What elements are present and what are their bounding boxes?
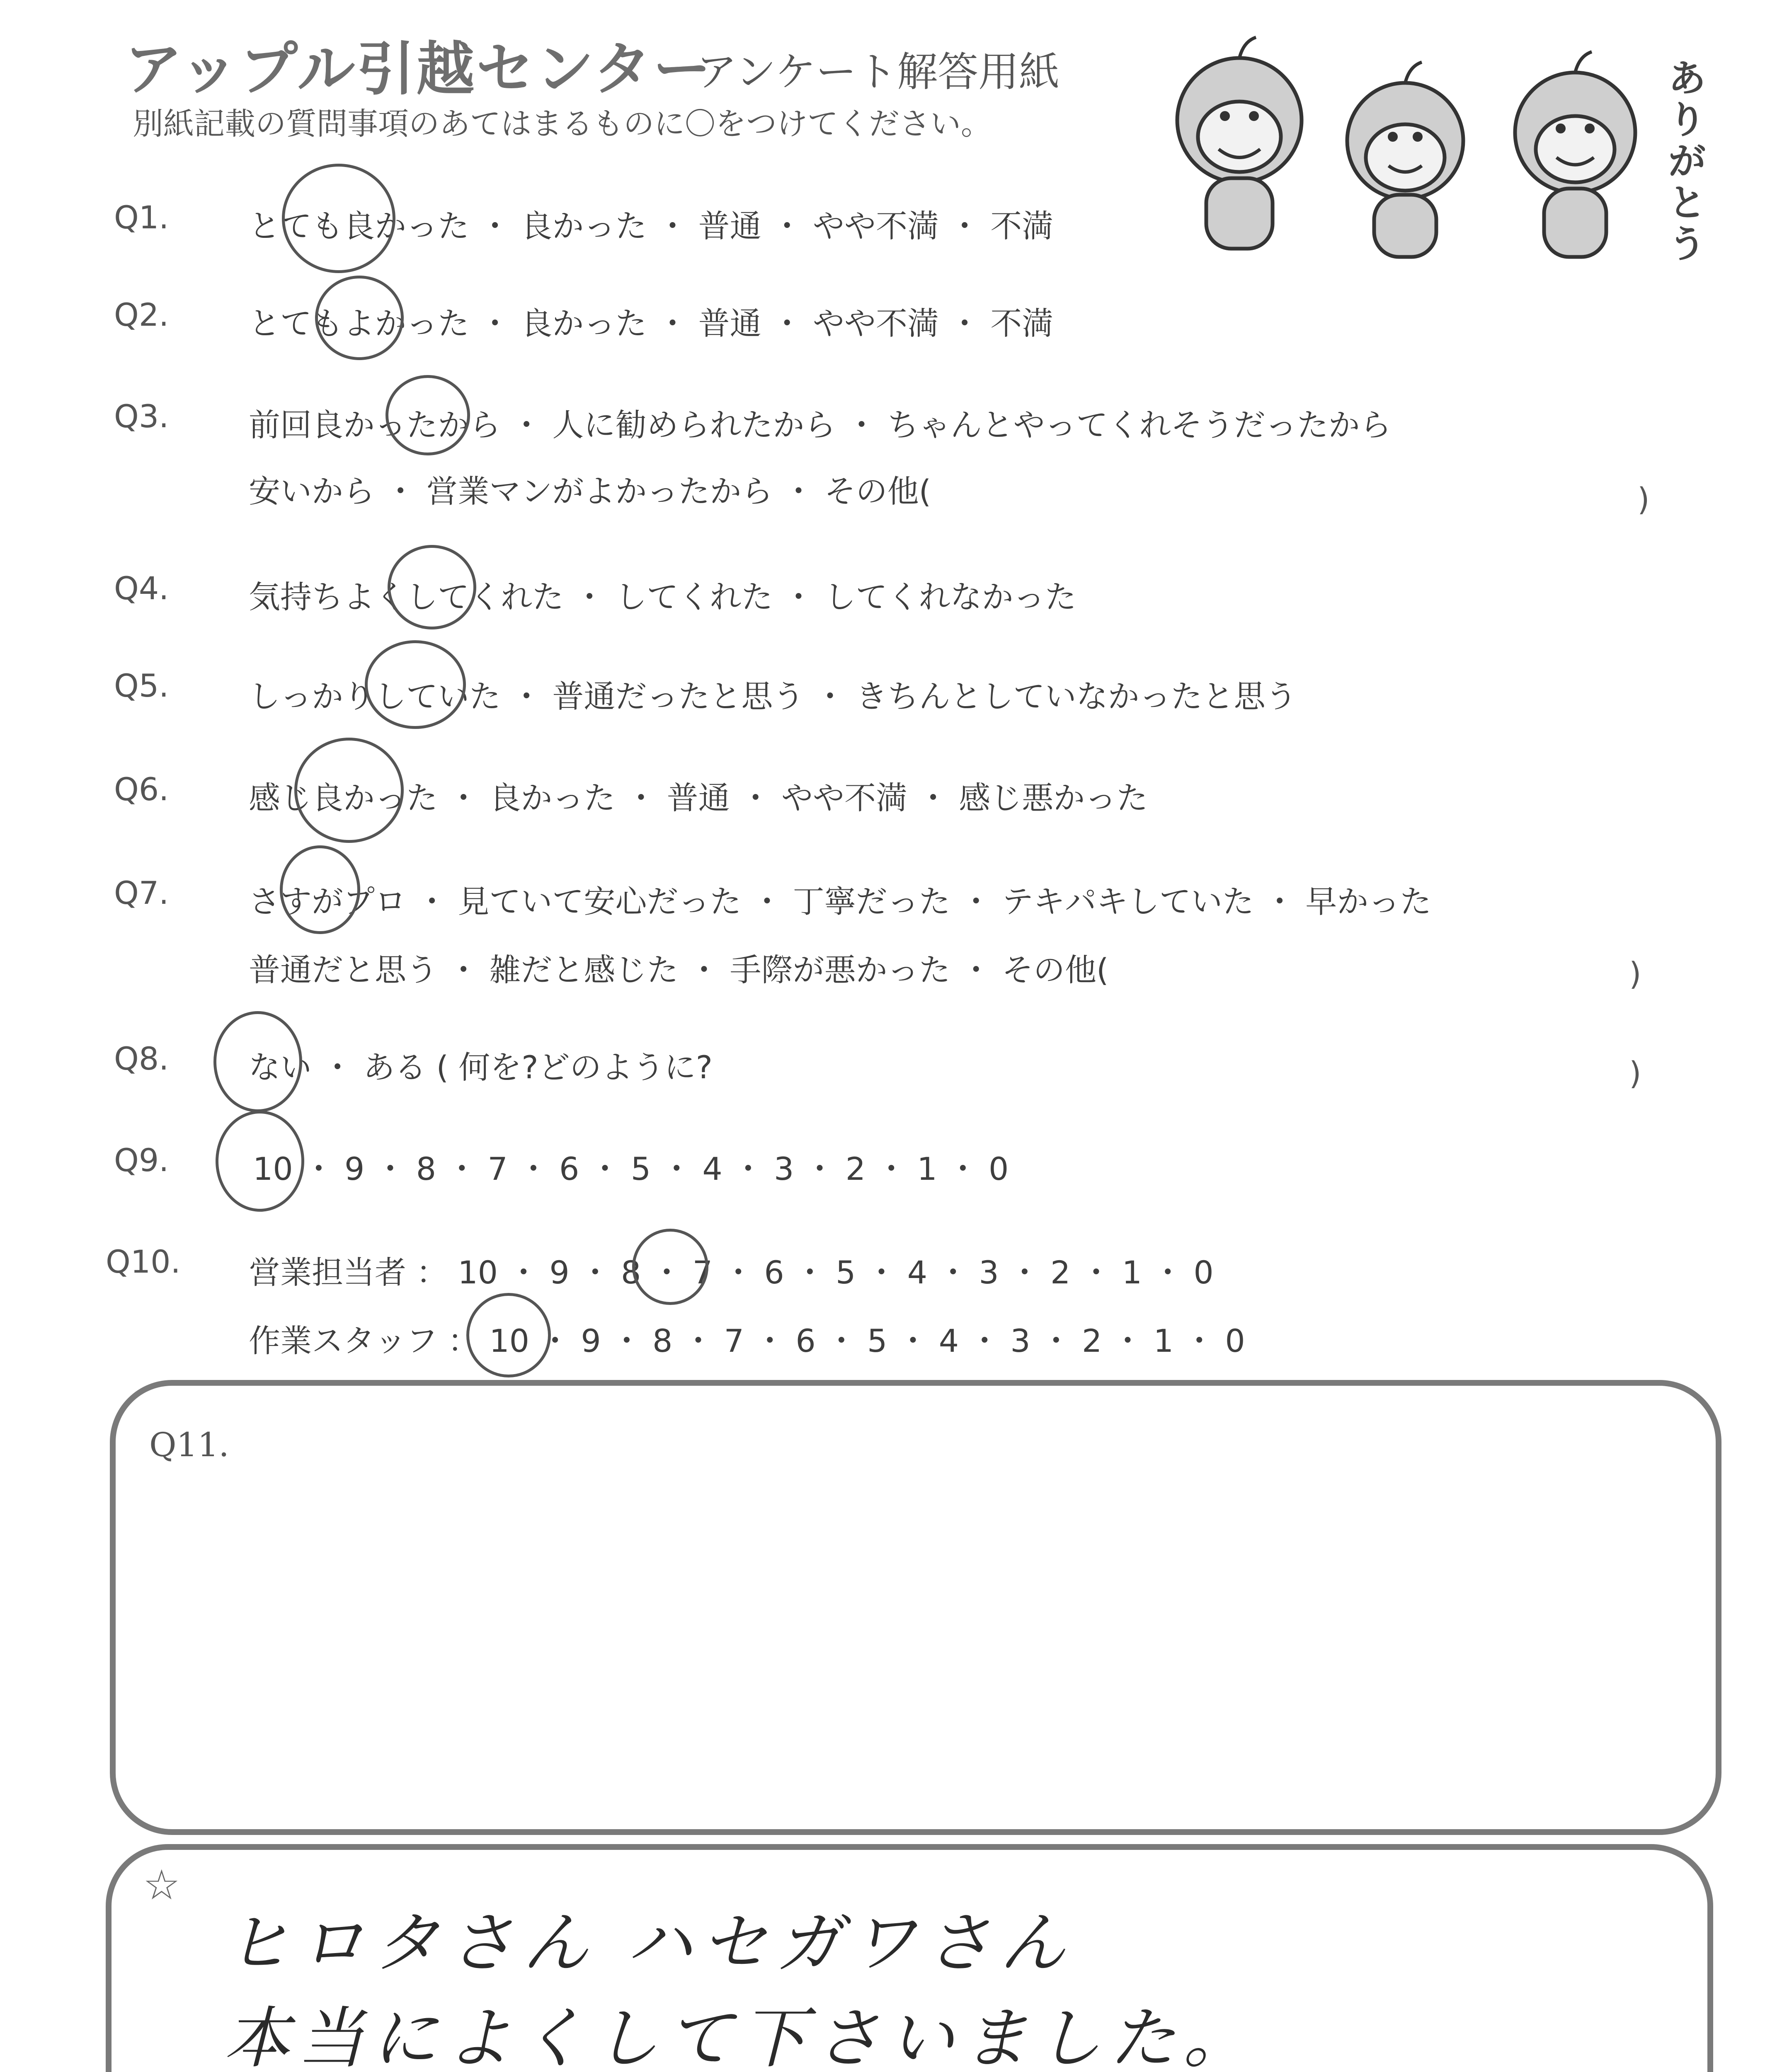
form-subtitle: アンケート解答用紙	[696, 48, 1060, 96]
instruction-text: 別紙記載の質問事項のあてはまるものに〇をつけてください。	[133, 106, 992, 142]
star-icon: ☆	[143, 1861, 180, 1909]
q6-options: 感じ良かった ・ 良かった ・ 普通 ・ やや不満 ・ 感じ悪かった	[249, 779, 1148, 816]
q5-label: Q5.	[114, 667, 169, 704]
comment-line-1: ヒロタさん ハセガワさん	[224, 1904, 1074, 1982]
q2-options: とてもよかった ・ 良かった ・ 普通 ・ やや不満 ・ 不満	[249, 305, 1054, 342]
q3-answer-circle	[385, 375, 470, 455]
q4-answer-circle	[388, 545, 476, 629]
q4-options: 気持ちよくしてくれた ・ してくれた ・ してくれなかった	[249, 579, 1076, 615]
q10-sales-scale: 営業担当者 ： 10 ・ 9 ・ 8 ・ 7 ・ 6 ・ 5 ・ 4 ・ 3 ・ 2 ・ 1 ・ 0	[249, 1254, 1214, 1291]
form-title: アップル引越センター	[124, 36, 713, 103]
q6-label: Q6.	[114, 771, 169, 808]
q8-answer-circle	[213, 1011, 302, 1112]
q4-label: Q4.	[114, 570, 169, 607]
q10-label: Q10.	[106, 1243, 181, 1280]
q6-answer-circle	[294, 738, 404, 843]
q10-staff-scale: 作業スタッフ ： 10 ・ 9 ・ 8 ・ 7 ・ 6 ・ 5 ・ 4 ・ 3 ・ 2 ・ 1 ・ 0	[249, 1322, 1245, 1359]
q8-label: Q8.	[114, 1040, 169, 1077]
q2-answer-circle	[315, 276, 404, 360]
q7-answer-circle	[280, 845, 360, 934]
q5-answer-circle	[365, 640, 466, 729]
q2-label: Q2.	[114, 296, 169, 333]
q8-close-paren: )	[1629, 1055, 1641, 1092]
q7-options-line1: さすがプロ ・ 見ていて安心だった ・ 丁寧だった ・ テキパキしていた ・ 早かった	[249, 883, 1432, 920]
q7-label: Q7.	[114, 874, 169, 911]
q1-label: Q1.	[114, 199, 169, 236]
monkey-mascots-icon	[1161, 33, 1720, 265]
q3-options-line2: 安いから ・ 営業マンがよかったから ・ その他(	[249, 473, 931, 510]
q9-answer-circle	[216, 1111, 304, 1212]
q11-label: Q11.	[149, 1426, 229, 1464]
q5-options: しっかりしていた ・ 普通だったと思う ・ きちんとしていなかったと思う	[249, 678, 1297, 715]
q9-scale: 10 ・ 9 ・ 8 ・ 7 ・ 6 ・ 5 ・ 4 ・ 3 ・ 2 ・ 1 ・ 0	[253, 1150, 1009, 1187]
q1-options: とても良かった ・ 良かった ・ 普通 ・ やや不満 ・ 不満	[249, 208, 1054, 244]
q7-close-paren: )	[1629, 955, 1641, 992]
q3-close-paren: )	[1637, 481, 1650, 518]
mascot-illustration	[1161, 33, 1720, 265]
q1-answer-circle	[282, 164, 395, 273]
q10-sales-answer-circle	[632, 1229, 708, 1305]
q10-staff-answer-circle	[466, 1293, 551, 1377]
q7-options-line2: 普通だと思う ・ 雑だと感じた ・ 手際が悪かった ・ その他(	[249, 951, 1109, 988]
mascot-caption: ありがとう	[1668, 57, 1706, 266]
q3-label: Q3.	[114, 398, 169, 435]
q8-options: ない ・ ある ( 何を?どのように?	[249, 1049, 713, 1086]
q3-options-line1: 前回良かったから ・ 人に勧められたから ・ ちゃんとやってくれそうだったから	[249, 407, 1392, 443]
q9-label: Q9.	[114, 1142, 169, 1179]
q11-answer-box[interactable]	[110, 1380, 1721, 1835]
comment-line-2: 本当によくして下さいました。	[224, 1999, 1257, 2072]
